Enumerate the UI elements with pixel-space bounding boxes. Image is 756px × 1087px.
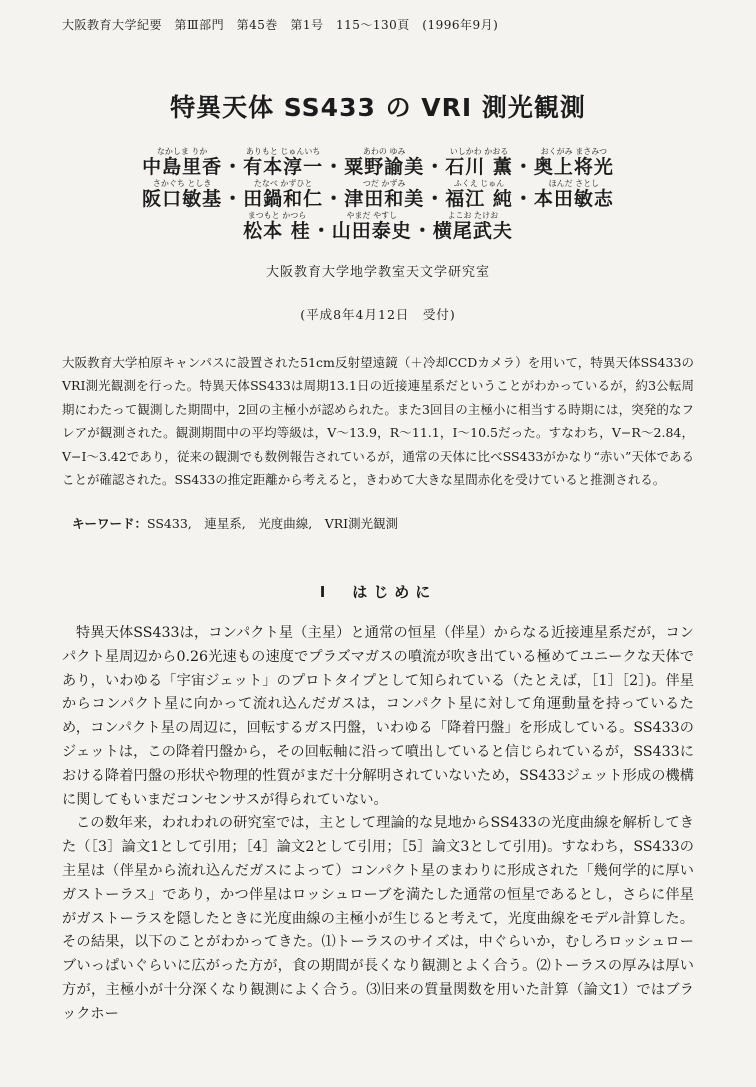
keywords-text: SS433, 連星系, 光度曲線, VRI測光観測	[147, 516, 399, 531]
author-separator: ・	[412, 220, 432, 242]
author-separator: ・	[513, 188, 533, 210]
author-separator: ・	[324, 188, 344, 210]
author-separator: ・	[425, 188, 445, 210]
author-name: 津田和美つだ かずみ	[344, 179, 425, 210]
author-separator: ・	[223, 188, 243, 210]
received-date: (平成8年4月12日 受付)	[300, 307, 456, 322]
author-name: 横尾武夫よこお たけお	[432, 211, 513, 242]
keywords-label: キーワード：	[72, 516, 148, 531]
author-name: 中島里香なかしま りか	[142, 147, 223, 178]
author-line-3	[0, 212, 756, 243]
author-separator: ・	[311, 220, 331, 242]
author-name: 粟野諭美あわの ゆみ	[344, 147, 425, 178]
body-paragraph-2: この数年来，われわれの研究室では，主として理論的な見地からSS433の光度曲線を解析してきた（［3］論文1として引用；［4］論文2として引用；［5］論文3として引用)。すなわち，SS433の主星は（伴星から流れ込んだガスによって）コンパクト星のまわりに形成された「幾何学的に厚いガストーラス」であり，かつ伴星はロッシュローブを満たした通常の恒星であるとし，さらに伴星がガストーラスを隠したときに光度曲線の主極小が生じると考えて，光度曲線をモデル計算した。その結果，以下のことがわかってきた。⑴トーラスのサイズは，中ぐらいか，むしろロッシュローブいっぱいぐらいに広がった方が，食の期間が長くなり観測とよく合う。⑵トーラスの厚みは厚い方が，主極小が十分深くなり観測によく合う。⑶旧来の質量関数を用いた計算（論文1）ではブラックホー	[62, 815, 694, 1022]
author-line-2	[0, 180, 756, 211]
author-name: 松本 桂まつもと かつら	[243, 211, 311, 242]
author-separator: ・	[425, 156, 445, 178]
author-name: 奥上将光おくがみ まさみつ	[533, 147, 614, 178]
body-text	[62, 622, 694, 1027]
author-line-1	[0, 148, 756, 179]
author-separator: ・	[513, 156, 533, 178]
body-paragraph-1: 特異天体SS433は，コンパクト星（主星）と通常の恒星（伴星）からなる近接連星系だが，コンパクト星周辺から0.26光速もの速度でプラズマガスの噴流が吹き出ている極めてユニークな天体であり，いわゆる「宇宙ジェット」のプロトタイプとして知られている（たとえば，［1］［2］)。伴星からコンパクト星に向かって流れ込んだガスは，コンパクト星に対して角運動量を持っているため，コンパクト星の周辺に，回転するガス円盤，いわゆる「降着円盤」を形成している。SS433のジェットは，この降着円盤から，その回転軸に沿って噴出していると信じられているが，SS433における降着円盤の形状や物理的性質がまだ十分解明されていないため，SS433ジェット形成の機構に関してもいまだコンセンサスが得られていない。	[62, 625, 694, 808]
author-separator: ・	[223, 156, 243, 178]
paper-title: 特異天体 SS433 の VRI 測光観測	[170, 93, 586, 122]
journal-header: 大阪教育大学紀要 第Ⅲ部門 第45巻 第1号 115〜130頁 (1996年9月)	[62, 18, 499, 32]
author-name: 石川 薫いしかわ かおる	[445, 147, 513, 178]
author-list	[0, 148, 756, 244]
author-name: 山田泰史やまだ やすし	[331, 211, 412, 242]
abstract	[62, 351, 694, 491]
author-name: 田鍋和仁たなべ かずひと	[243, 179, 324, 210]
author-name: 阪口敏基さかぐち としき	[142, 179, 223, 210]
keywords	[72, 514, 398, 532]
author-separator: ・	[324, 156, 344, 178]
author-name: 本田敏志ほんだ さとし	[533, 179, 614, 210]
abstract-text: 大阪教育大学柏原キャンパスに設置された51cm反射望遠鏡（＋冷却CCDカメラ）を用いて，特異天体SS433のVRI測光観測を行った。特異天体SS433は周期13.1日の近接連星系だということがわかっているが，約3公転周期にわたって観測した期間中，2回の主極小が認められた。また3回目の主極小に相当する時期には，突発的なフレアが観測された。観測期間中の平均等級は，V〜13.9，R〜11.1，I〜10.5だった。すなわち，V−R〜2.84，V−I〜3.42であり，従来の観測でも数例報告されているが，通常の天体に比べSS433がかなり“赤い”天体であることが確認された。SS433の推定距離から考えると，きわめて大きな星間赤化を受けていると推測される。	[62, 355, 694, 488]
section-heading: Ⅰ はじめに	[319, 583, 437, 601]
author-name: 有本淳一ありもと じゅんいち	[243, 147, 324, 178]
author-name: 福江 純ふくえ じゅん	[445, 179, 513, 210]
affiliation: 大阪教育大学地学教室天文学研究室	[265, 265, 490, 280]
